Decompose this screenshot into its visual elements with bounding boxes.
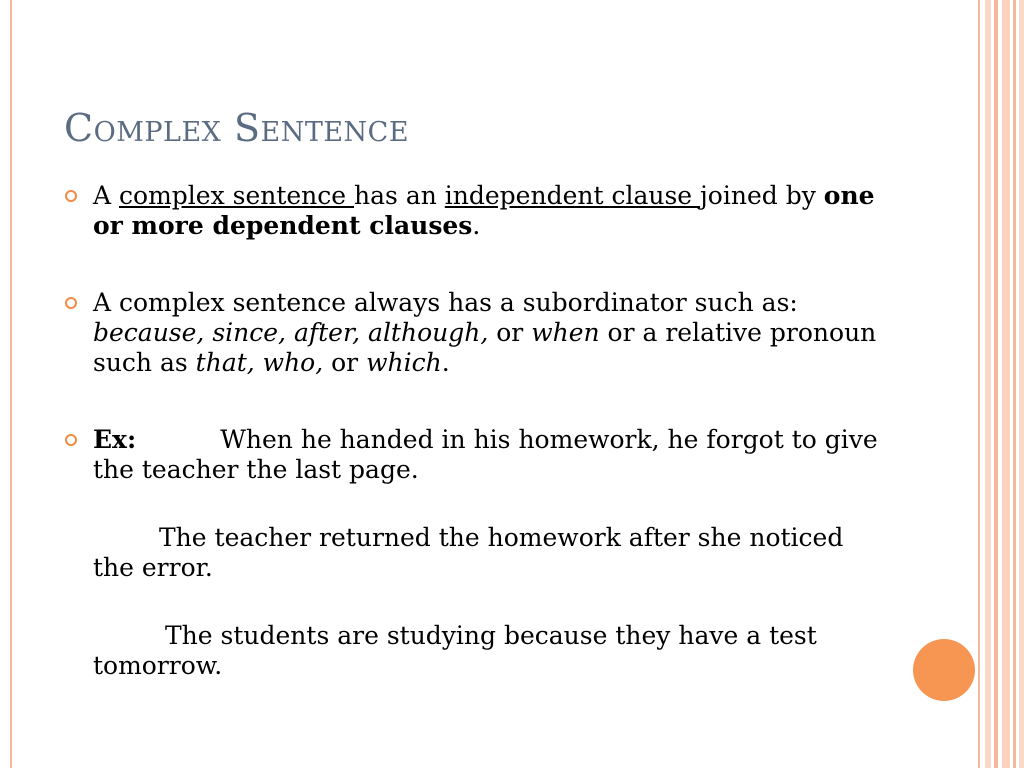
slide-title: Complex Sentence — [64, 106, 410, 150]
example-paragraph — [63, 523, 883, 583]
right-frame-stripe — [1002, 0, 1010, 768]
example-label: Ex: — [93, 425, 137, 454]
example-sentence: The students are studying because they have a test tomorrow. — [93, 621, 817, 680]
term-independent-clause: independent clause — [444, 181, 701, 210]
bullet-text: has an — [354, 181, 445, 210]
right-frame-stripe — [1013, 0, 1016, 768]
bullet-definition — [63, 181, 883, 241]
pronoun-examples: that, who, — [195, 348, 324, 377]
bullet-text: A complex sentence always has a subordinator such as: — [93, 288, 798, 317]
example-paragraph — [63, 621, 883, 681]
right-frame-stripe — [978, 0, 980, 768]
right-frame-stripe — [994, 0, 998, 768]
bullet-icon — [65, 297, 77, 309]
decorative-circle — [913, 639, 975, 701]
bullet-icon — [65, 434, 77, 446]
subordinator-examples: because, since, after, although, — [93, 318, 489, 347]
right-frame-stripe — [1019, 0, 1024, 768]
bullet-text: or — [323, 348, 367, 377]
bullet-icon — [65, 190, 77, 202]
right-frame-stripe — [985, 0, 991, 768]
term-complex-sentence: complex sentence — [119, 181, 355, 210]
example-sentence: The teacher returned the homework after she noticed the error. — [93, 523, 844, 582]
bullet-text: joined by — [700, 181, 824, 210]
bullet-subordinator — [63, 288, 883, 378]
term-dependent-clauses: one or more dependent clauses — [93, 181, 875, 240]
bullet-text: A — [93, 181, 120, 210]
pronoun-which: which — [366, 348, 442, 377]
bullet-list — [63, 181, 883, 681]
bullet-text: . — [441, 348, 450, 377]
subordinator-when: when — [531, 318, 600, 347]
bullet-text: . — [472, 211, 481, 240]
left-frame-line — [10, 0, 12, 768]
example-sentence: When he handed in his homework, he forgot to give the teacher the last page. — [93, 425, 878, 484]
bullet-example — [63, 425, 883, 485]
bullet-text: or a relative pronoun such as — [93, 318, 877, 377]
bullet-text: or — [488, 318, 532, 347]
